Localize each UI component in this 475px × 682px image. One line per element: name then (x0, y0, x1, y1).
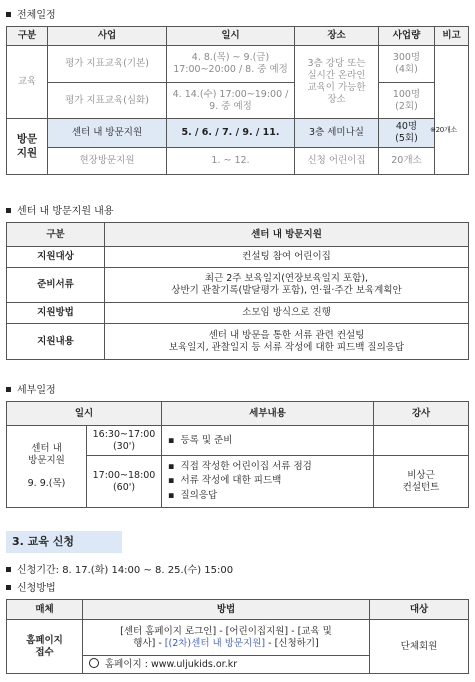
row-label: 지원방법 (7, 303, 105, 324)
schedule-heading: 전체일정 (6, 6, 56, 21)
col-header: 일시 (167, 27, 295, 46)
visit-content-heading: 센터 내 방문지원 내용 (6, 202, 113, 217)
col-header: 장소 (295, 27, 379, 46)
date-cell: 5. / 6. / 7. / 9. / 11. (167, 119, 295, 148)
amount-cell: 20개소 (379, 148, 435, 175)
instructor-cell-empty (374, 426, 469, 456)
col-header: 구분 (7, 223, 105, 247)
row-content: 컨설팅 참여 어린이집 (105, 247, 469, 268)
circle-bullet-icon (89, 658, 99, 668)
note-cell (435, 46, 469, 175)
medium-cell: 홈페이지 접수 (7, 620, 83, 674)
amount-cell: 100명 (2회) (379, 83, 435, 119)
category-cell: 교육 (7, 46, 48, 119)
row-label: 지원내용 (7, 324, 105, 360)
col-header: 사업량 (379, 27, 435, 46)
date-cell: 1. ~ 12. (167, 148, 295, 175)
business-cell: 평가 지표교육(심화) (48, 83, 167, 119)
amount-cell: 40명 (5회) (379, 119, 435, 148)
homepage-link[interactable]: 홈페이지 : www.uljukids.or.kr (105, 658, 238, 670)
row-content: 소모임 방식으로 진행 (105, 303, 469, 324)
col-header: 일시 (7, 402, 162, 426)
date-cell: 4. 8.(목) ~ 9.(금) 17:00~20:00 / 8. 중 예정 (167, 46, 295, 83)
col-header: 대상 (370, 600, 469, 620)
date-cell: 센터 내 방문지원 9. 9.(목) (7, 426, 87, 508)
business-cell: 현장방문지원 (48, 148, 167, 175)
business-cell: 평가 지표교육(기본) (48, 46, 167, 83)
row-label: 지원대상 (7, 247, 105, 268)
col-header: 센터 내 방문지원 (105, 223, 469, 247)
section-title: 3. 교육 신청 (6, 531, 122, 553)
target-cell: 단체회원 (370, 620, 469, 674)
date-cell: 4. 14.(수) 17:00~19:00 / 9. 중 예정 (167, 83, 295, 119)
business-cell: 센터 내 방문지원 (48, 119, 167, 148)
detail-schedule-table (6, 401, 469, 508)
place-cell: 3층 세미나실 (295, 119, 379, 148)
overall-schedule-table (6, 26, 469, 175)
category-cell: 방문 지원 (7, 119, 48, 175)
place-cell: 3층 강당 또는 실시간 온라인 교육이 가능한 장소 (295, 46, 379, 119)
place-cell: 신청 어린이집 (295, 148, 379, 175)
note-text: ※20개소 (430, 126, 457, 134)
col-header: 강사 (374, 402, 469, 426)
visit-support-link[interactable]: [(2차)센터 내 방문지원] (164, 637, 266, 649)
method-path: [센터 홈페이지 로그인] - [어린이집지원] - [교육 및 행사] - [(2차)센터 내 방문지원] - [신청하기] (83, 620, 370, 656)
amount-cell: 300명 (4회) (379, 46, 435, 83)
col-header: 사업 (48, 27, 167, 46)
row-content: 최근 2주 보육일지(연장보육일지 포함), 상반기 관찰기록(발달평가 포함), 연·월·주간 보육계획안 (105, 268, 469, 303)
col-header: 구분 (7, 27, 48, 46)
row-label: 준비서류 (7, 268, 105, 303)
row-content: 센터 내 방문을 통한 서류 관련 컨설팅 보육일지, 관찰일지 등 서류 작성에 대한 피드백 질의응답 (105, 324, 469, 360)
homepage-cell (83, 656, 370, 674)
detail-schedule-heading: 세부일정 (6, 381, 56, 396)
visit-content-table (6, 222, 469, 360)
col-header: 매체 (7, 600, 83, 620)
time-slot: 17:00~18:00 (60') (87, 456, 162, 508)
slot-content: ▪ 등록 및 준비 (162, 426, 374, 456)
period-text: 신청기간: 8. 17.(화) 14:00 ~ 8. 25.(수) 15:00 (6, 561, 233, 576)
instructor-cell: 비상근 컨설턴트 (374, 456, 469, 508)
col-header: 비고 (435, 27, 469, 46)
time-slot: 16:30~17:00 (30') (87, 426, 162, 456)
application-method-table (6, 599, 469, 674)
method-heading: 신청방법 (6, 579, 56, 594)
slot-content: ▪ 직접 작성한 어린이집 서류 점검 ▪ 서류 작성에 대한 피드백 ▪ 질의응답 (162, 456, 374, 508)
col-header: 방법 (83, 600, 370, 620)
col-header: 세부내용 (162, 402, 374, 426)
